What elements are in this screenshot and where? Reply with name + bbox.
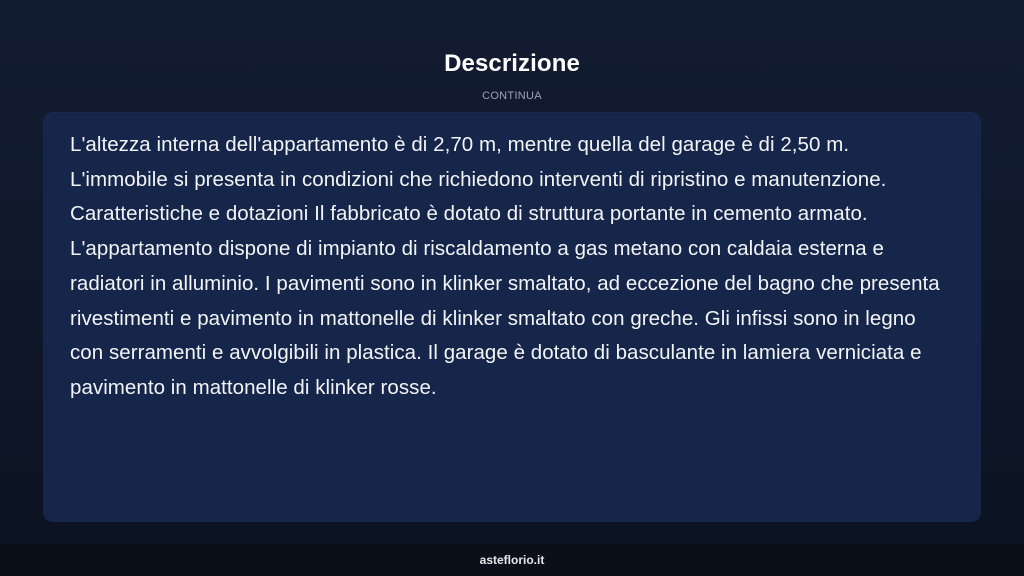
page-subtitle: CONTINUA xyxy=(482,90,542,102)
description-card xyxy=(43,112,981,522)
page-header xyxy=(0,0,1024,112)
page-title: Descrizione xyxy=(444,50,580,77)
footer-bar xyxy=(0,544,1024,576)
description-text: L'altezza interna dell'appartamento è di 2,70 m, mentre quella del garage è di 2,50 m. L'immobile si presenta in condizioni che richiedono interventi di ripristino e manutenzione. Caratteristiche e dotazioni Il fabbricato è dotato di struttura portante in cemento armato. L'appartamento dispone di impianto di riscaldamento a gas metano con caldaia esterna e radiatori in alluminio. I pavimenti sono in klinker smaltato, ad eccezione del bagno che presenta rivestimenti e pavimento in mattonelle di klinker smaltato con greche. Gli infissi sono in legno con serramenti e avvolgibili in plastica. Il garage è dotato di basculante in lamiera verniciata e pavimento in mattonelle di klinker rosse. xyxy=(70,133,940,399)
footer-site: asteflorio.it xyxy=(479,553,545,567)
